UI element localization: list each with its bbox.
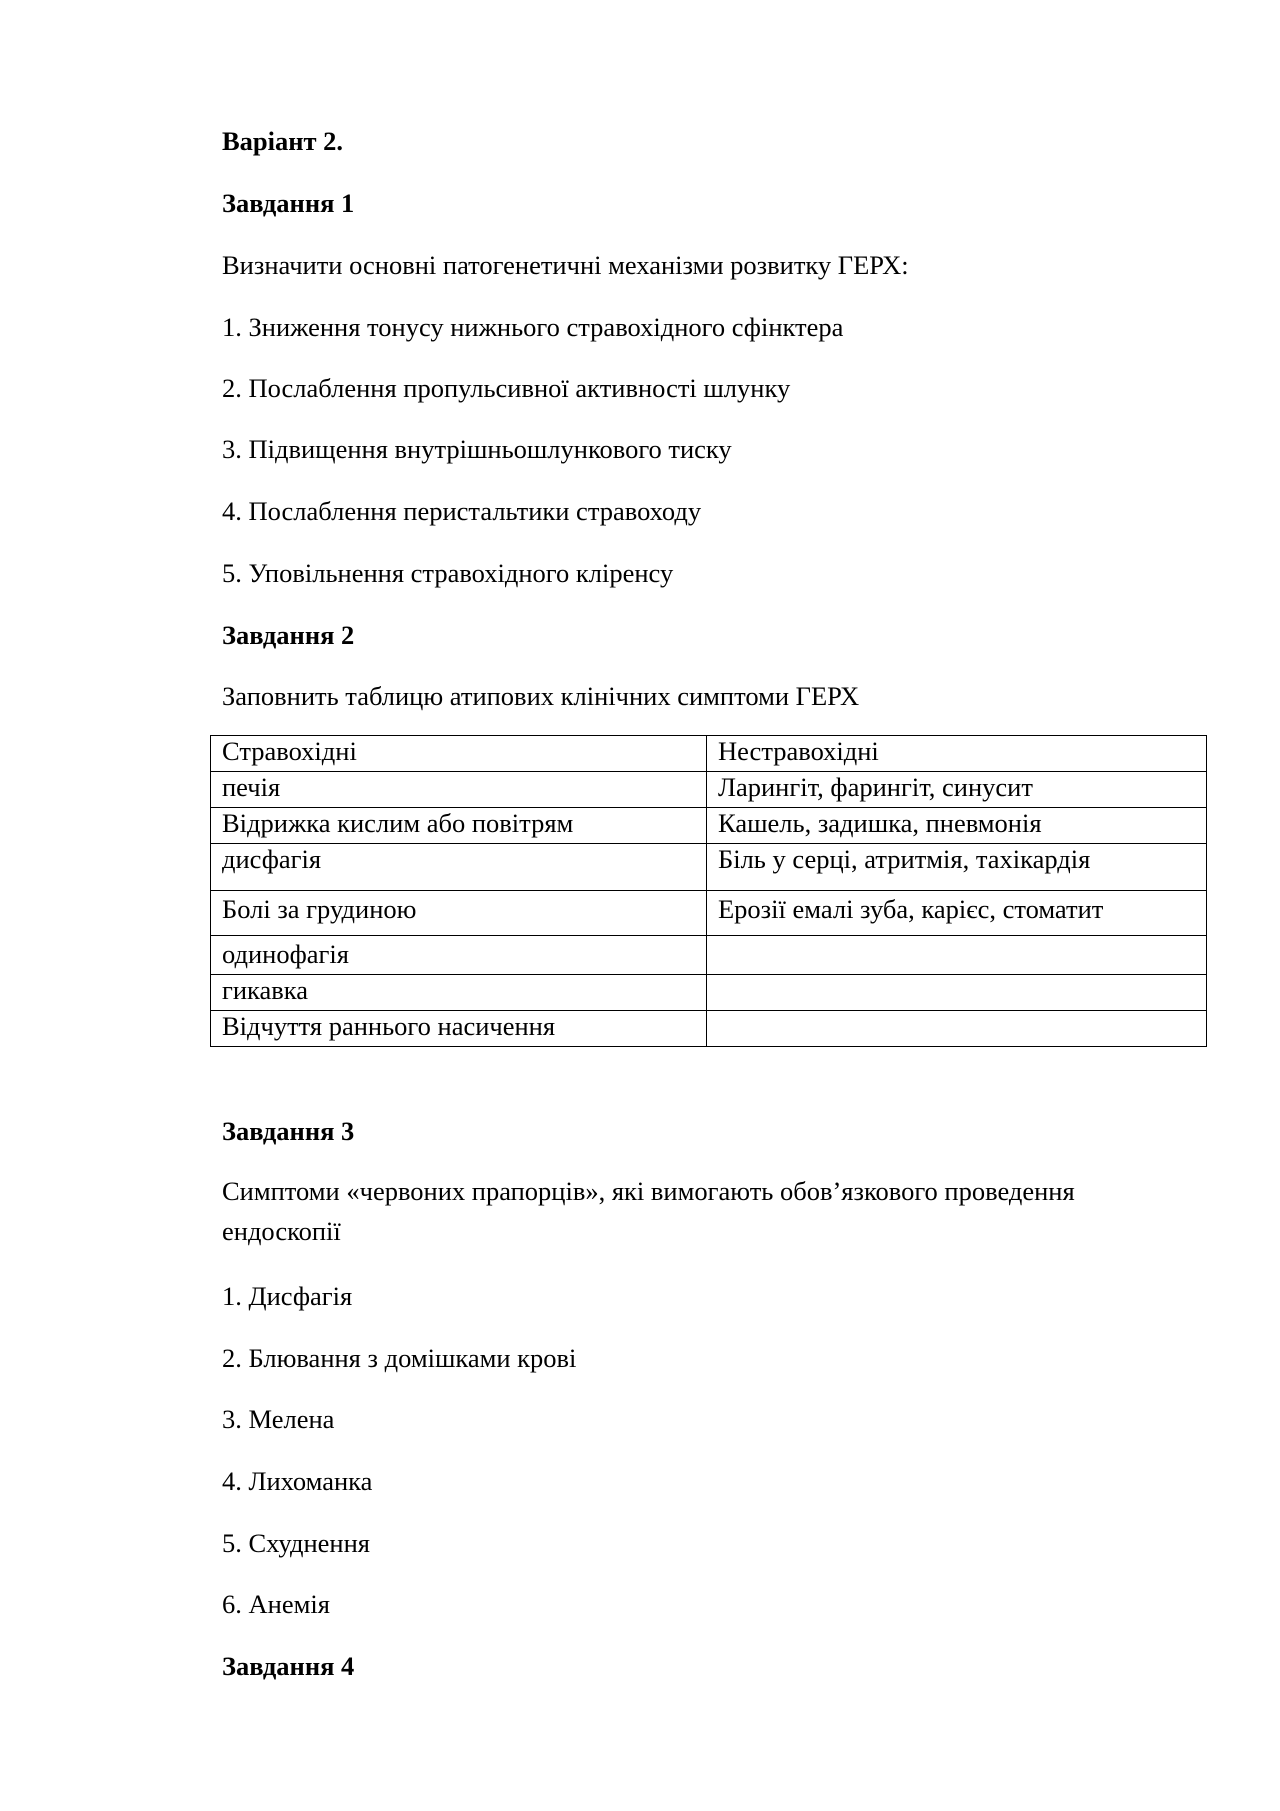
table-row [211, 844, 1207, 891]
table-header-esophageal: Стравохідні [211, 736, 707, 772]
task3-item-6: 6. Анемія [222, 1589, 330, 1619]
table-row [211, 975, 1207, 1011]
table-header-row [211, 736, 1207, 772]
table-cell: Ларингіт, фарингіт, синусит [707, 772, 1207, 808]
task1-intro: Визначити основні патогенетичні механізми розвитку ГЕРХ: [222, 250, 909, 280]
table-row [211, 1011, 1207, 1047]
table-row [211, 772, 1207, 808]
task2-heading: Завдання 2 [222, 620, 355, 650]
task1-item-1: 1. Зниження тонусу нижнього стравохідного сфінктера [222, 312, 844, 342]
task3-item-3: 3. Мелена [222, 1404, 335, 1434]
symptoms-table [210, 735, 1207, 1047]
table-cell: Відчуття раннього насичення [211, 1011, 707, 1047]
task1-heading: Завдання 1 [222, 188, 355, 218]
variant-title: Варіант 2. [222, 126, 344, 156]
table-cell: Кашель, задишка, пневмонія [707, 808, 1207, 844]
task1-item-2: 2. Послаблення пропульсивної активності шлунку [222, 373, 791, 403]
table-cell: одинофагія [211, 936, 707, 975]
table-header-extraesophageal: Нестравохідні [707, 736, 1207, 772]
table-cell: печія [211, 772, 707, 808]
task3-item-2: 2. Блювання з домішками крові [222, 1343, 577, 1373]
table-cell: дисфагія [211, 844, 707, 891]
task1-item-4: 4. Послаблення перистальтики стравоходу [222, 496, 702, 526]
table-cell: Ерозії емалі зуба, карієс, стоматит [707, 891, 1207, 936]
table-cell: гикавка [211, 975, 707, 1011]
table-cell [707, 975, 1207, 1011]
table-row [211, 891, 1207, 936]
table-row [211, 808, 1207, 844]
task3-intro: Симптоми «червоних прапорців», які вимогають обов’язкового проведення ендоскопії [222, 1176, 1075, 1246]
task2-intro: Заповнить таблицю атипових клінічних симптоми ГЕРХ [222, 681, 860, 711]
task3-item-5: 5. Схуднення [222, 1528, 370, 1558]
table-row [211, 936, 1207, 975]
table-cell: Болі за грудиною [211, 891, 707, 936]
task1-item-5: 5. Уповільнення стравохідного кліренсу [222, 558, 674, 588]
task3-heading: Завдання 3 [222, 1116, 355, 1146]
table-cell: Біль у серці, атритмія, тахікардія [707, 844, 1207, 891]
task4-heading: Завдання 4 [222, 1651, 355, 1681]
task3-item-4: 4. Лихоманка [222, 1466, 373, 1496]
table-cell: Відрижка кислим або повітрям [211, 808, 707, 844]
task3-item-1: 1. Дисфагія [222, 1281, 353, 1311]
table-cell [707, 1011, 1207, 1047]
table-cell [707, 936, 1207, 975]
task1-item-3: 3. Підвищення внутрішньошлункового тиску [222, 434, 732, 464]
